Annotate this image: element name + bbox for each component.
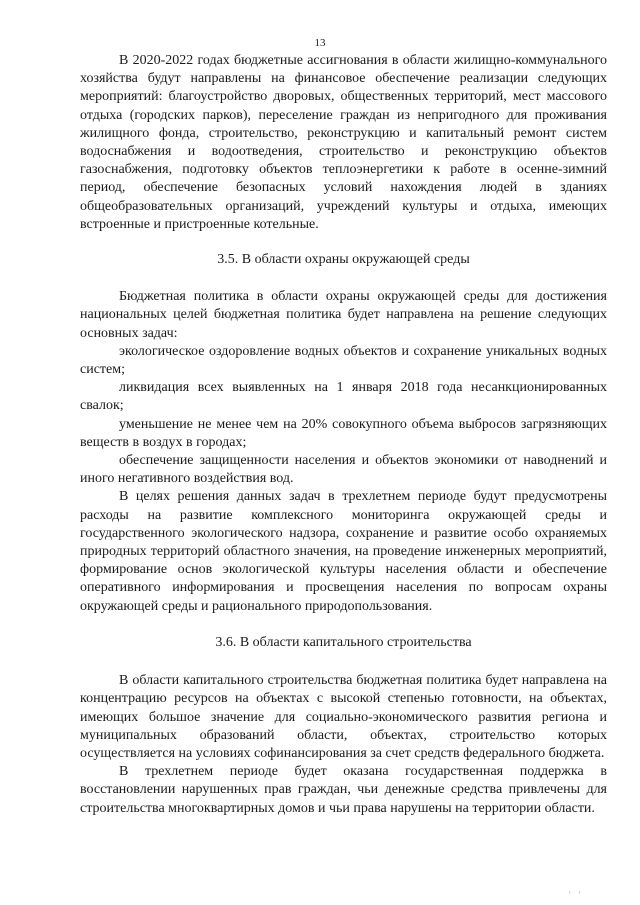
list-item-water-objects: экологическое оздоровление водных объектов и сохранение уникальных водных систем; bbox=[80, 343, 607, 378]
scan-corner-marks: ' ' bbox=[569, 890, 584, 900]
paragraph-construction-support: В трехлетнем периоде будет оказана государственная поддержка в восстановлении нарушенных прав граждан, чьи денежные средства привлечены для строительства многоквартирных домов и чьи права нарушены на территории области. bbox=[80, 764, 607, 816]
document-body bbox=[80, 52, 607, 818]
section-heading-environment: 3.5. В области охраны окружающей среды bbox=[217, 252, 470, 268]
paragraph-environment-intro: Бюджетная политика в области охраны окружающей среды для достижения национальных целей бюджетная политика будет направлена на решение следующих основных задач: bbox=[80, 289, 607, 341]
paragraph-construction-policy: В области капитального строительства бюджетная политика будет направлена на концентрацию ресурсов на объектах с высокой степенью готовности, на объектах, имеющих большое значение для социально-экономического развития региона и муниципальных образований области, объектах, строительство которых осуществляется на условиях софинансирования за счет средств федерального бюджета. bbox=[80, 673, 607, 761]
paragraph-environment-expenses: В целях решения данных задач в трехлетнем периоде будут предусмотрены расходы на развитие комплексного мониторинга окружающей среды и государственного экологического надзора, сохранение и развитие особо охраняемых природных территорий областного значения, на проведение инженерных мероприятий, формирование основ экологической культуры населения области и обеспечение оперативного информирования и просвещения населения по вопросам охраны окружающей среды и рационального природопользования. bbox=[80, 489, 607, 614]
list-item-dumps: ликвидация всех выявленных на 1 января 2018 года несанкционированных свалок; bbox=[80, 380, 607, 414]
section-heading-capital-construction: 3.6. В области капитального строительства bbox=[215, 634, 472, 650]
paragraph-housing-budget: В 2020-2022 годах бюджетные ассигнования в области жилищно-коммунального хозяйства будут направлены на финансовое обеспечение реализации следующих мероприятий: благоустройство дворовых, общественных территорий, мест массового отдыха (городских парков), переселение граждан из непригодного для проживания жилищного фонда, строительство, реконструкцию и капитальный ремонт систем водоснабжения и водоотведения, строительство и реконструкцию объектов газоснабжения, подготовку объектов теплоэнергетики к работе в осенне-зимний период, обеспечение безопасных условий нахождения людей в зданиях общеобразовательных организаций, учреждений культуры и отдыха, имеющих встроенные и пристроенные котельные. bbox=[80, 53, 607, 232]
list-item-emissions: уменьшение не менее чем на 20% совокупного объема выбросов загрязняющих веществ в воздух в городах; bbox=[80, 416, 607, 450]
page-number: 13 bbox=[314, 37, 326, 49]
list-item-flood-protection: обеспечение защищенности населения и объектов экономики от наводнений и иного негативного воздействия вод. bbox=[80, 453, 607, 487]
